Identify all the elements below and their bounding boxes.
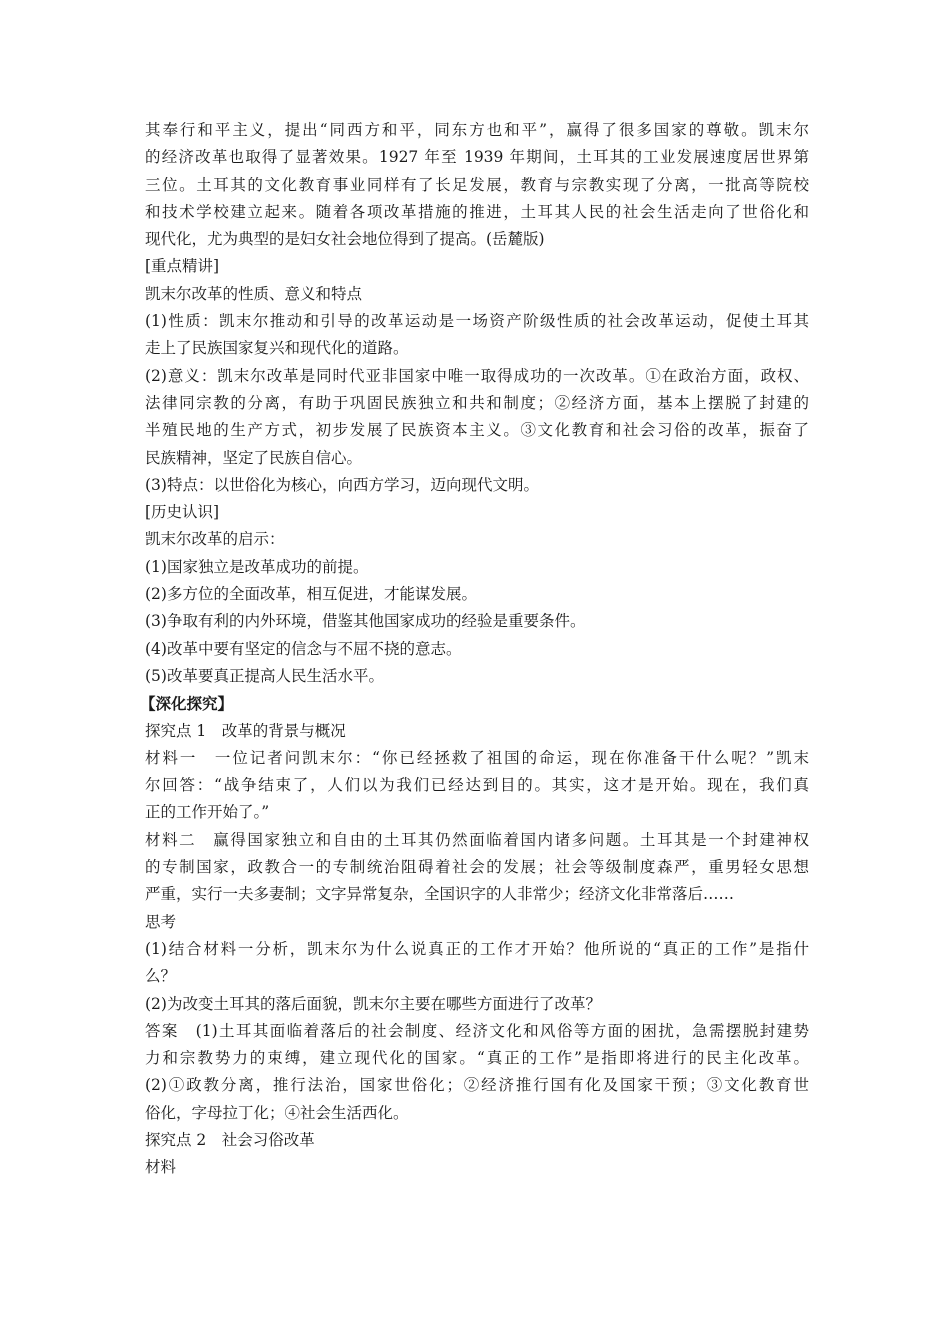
text-line: (1)性质：凯末尔推动和引导的改革运动是一场资产阶级性质的社会改革运动，促使土耳其 [145, 312, 809, 331]
text-line: (5)改革要真正提高人民生活水平。 [145, 666, 384, 685]
text-line: 民族精神，坚定了民族自信心。 [145, 448, 363, 467]
text-line: (4)改革中要有坚定的信念与不屈不挠的意志。 [145, 639, 462, 658]
text-line: 严重，实行一夫多妻制；文字异常复杂，全国识字的人非常少；经济文化非常落后…… [145, 885, 735, 904]
text-line: 法律同宗教的分离，有助于巩固民族独立和共和制度；②经济方面，基本上摆脱了封建的 [145, 393, 809, 412]
text-line: (2)意义：凯末尔改革是同时代亚非国家中唯一取得成功的一次改革。①在政治方面，政权、 [145, 366, 809, 385]
text-line: 么？ [145, 967, 177, 986]
text-line: 正的工作开始了。” [145, 803, 270, 822]
text-line: 现代化，尤为典型的是妇女社会地位得到了提高。(岳麓版) [145, 230, 545, 249]
text-line: 材料 [145, 1158, 177, 1177]
text-line: 其奉行和平主义，提出“同西方和平，同东方也和平”，赢得了很多国家的尊敬。凯末尔 [145, 121, 809, 139]
text-line: 三位。土耳其的文化教育事业同样有了长足发展，教育与宗教实现了分离，一批高等院校 [145, 175, 809, 194]
text-line: 答案 (1)土耳其面临着落后的社会制度、经济文化和风俗等方面的困扰，急需摆脱封建势 [145, 1021, 809, 1040]
text-line: 【深化探究】 [140, 694, 234, 714]
text-line: (3)特点：以世俗化为核心，向西方学习，迈向现代文明。 [145, 475, 539, 494]
text-line: 思考 [145, 912, 177, 931]
text-line: 俗化，字母拉丁化；④社会生活西化。 [145, 1103, 409, 1122]
text-line: (2)多方位的全面改革，相互促进，才能谋发展。 [145, 585, 477, 604]
text-line: 凯末尔改革的性质、意义和特点 [145, 284, 363, 303]
text-line: [重点精讲] [145, 257, 220, 276]
document-body [140, 117, 809, 1182]
text-line: 的专制国家，政教合一的专制统治阻碍着社会的发展；社会等级制度森严，重男轻女思想 [145, 858, 809, 877]
text-line: 力和宗教势力的束缚，建立现代化的国家。“真正的工作”是指即将进行的民主化改革。 [145, 1049, 809, 1068]
text-line: 材料二 赢得国家独立和自由的土耳其仍然面临着国内诸多问题。土耳其是一个封建神权 [145, 830, 809, 849]
text-line: [历史认识] [145, 503, 220, 522]
text-line: (3)争取有利的内外环境，借鉴其他国家成功的经验是重要条件。 [145, 612, 586, 631]
text-line: 走上了民族国家复兴和现代化的道路。 [145, 339, 409, 358]
text-line: (2)①政教分离，推行法治，国家世俗化；②经济推行国有化及国家干预；③文化教育世 [145, 1076, 809, 1095]
text-line: 的经济改革也取得了显著效果。1927 年至 1939 年期间，土耳其的工业发展速度居世界第 [145, 148, 809, 167]
text-line: (1)国家独立是改革成功的前提。 [145, 557, 369, 576]
text-line: 探究点 1 改革的背景与概况 [145, 721, 346, 740]
text-line: 半殖民地的生产方式，初步发展了民族资本主义。③文化教育和社会习俗的改革，振奋了 [145, 421, 809, 440]
text-line: 凯末尔改革的启示： [145, 530, 285, 549]
text-line: (1)结合材料一分析，凯末尔为什么说真正的工作才开始？他所说的“真正的工作”是指什 [145, 939, 809, 958]
text-line: (2)为改变土耳其的落后面貌，凯末尔主要在哪些方面进行了改革？ [145, 994, 601, 1013]
text-line: 材料一 一位记者问凯末尔：“你已经拯救了祖国的命运，现在你准备干什么呢？”凯末 [145, 748, 809, 767]
text-line: 和技术学校建立起来。随着各项改革措施的推进，土耳其人民的社会生活走向了世俗化和 [145, 202, 809, 221]
text-line: 尔回答：“战争结束了，人们以为我们已经达到目的。其实，这才是开始。现在，我们真 [145, 776, 809, 795]
text-line: 探究点 2 社会习俗改革 [145, 1130, 315, 1149]
